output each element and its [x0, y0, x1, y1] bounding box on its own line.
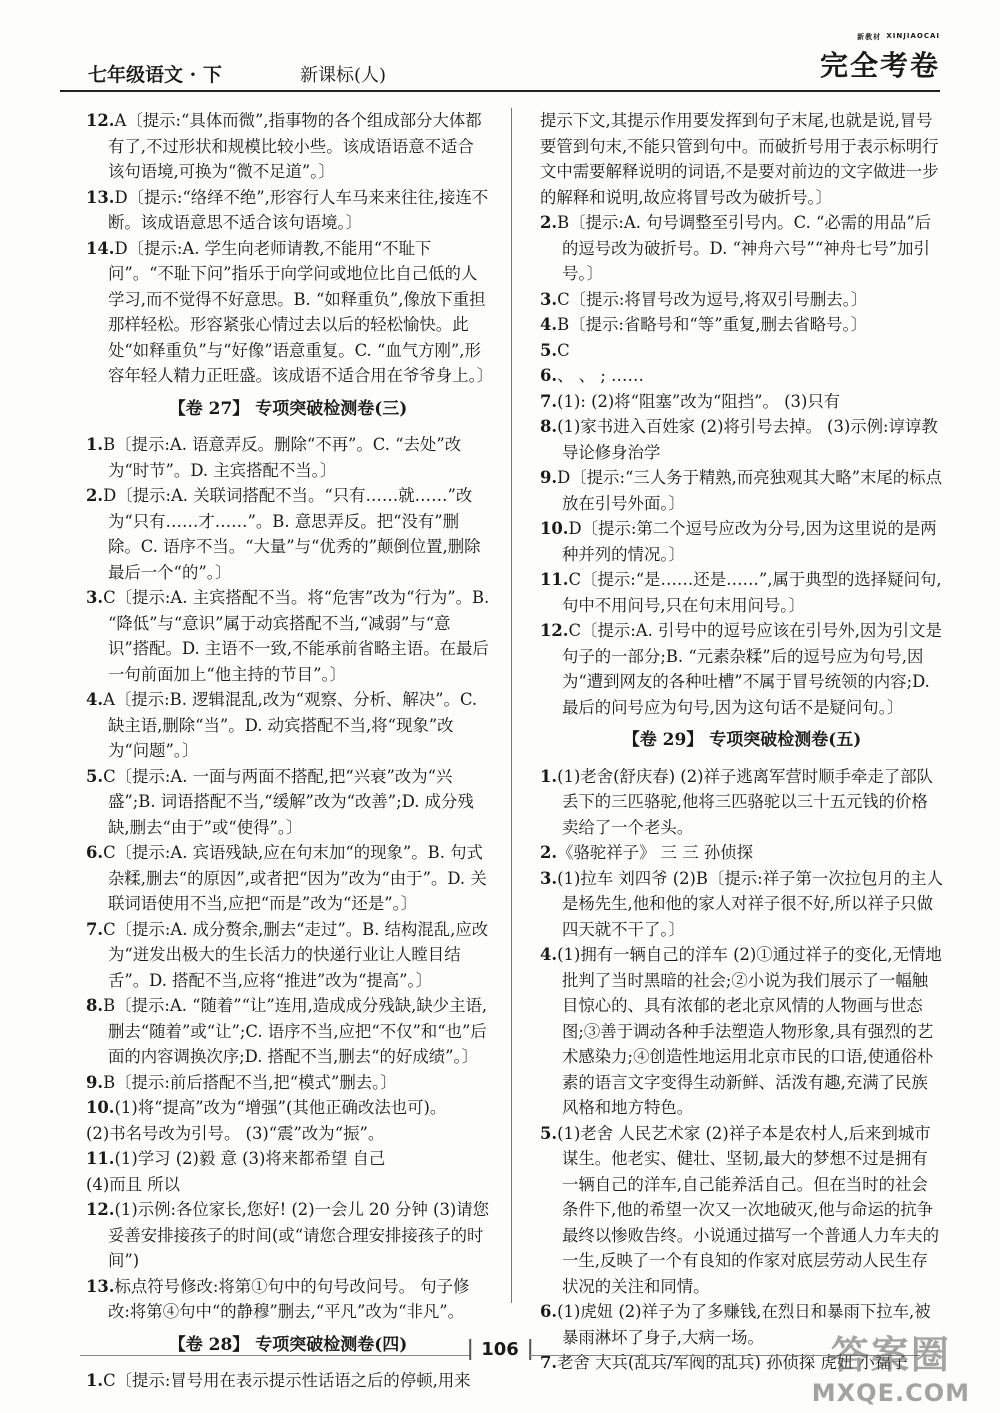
answer-item [540, 764, 944, 841]
answer-item [540, 866, 944, 943]
answer-text: (4)而且 所以 [86, 1174, 180, 1194]
answer-item [540, 312, 944, 338]
answer-number: 14. [86, 238, 115, 258]
answer-number: 5. [540, 340, 558, 360]
answer-text: D〔提示:“络绎不绝”,形容行人车马来来往往,接连不断。该成语意思不适合该句语境。〕 [108, 187, 489, 232]
answer-item [86, 687, 490, 764]
answer-text: C〔提示:A. 一面与两面不搭配,把“兴衰”改为“兴盛”;B. 词语搭配不当,“缓解”改为“改善”;D. 成分残缺,删去“由于”或“使得”。〕 [103, 766, 474, 837]
answer-item [86, 1274, 490, 1325]
brand-main: 完全考卷 [819, 49, 940, 82]
answer-text: C〔提示:冒号用在表示提示性话语之后的停顿,用来 [103, 1371, 471, 1390]
answer-item [540, 414, 944, 465]
page-number: 106 [469, 1339, 531, 1360]
answer-text: D〔提示:A. 关联词搭配不当。“只有……就……”改为“只有……才……”。B. 意思弄反。把“没有”删除。C. 语序不当。“大量”与“优秀的”颠倒位置,删除最后一个“的”。〕 [103, 486, 481, 582]
answer-text: (1)拥有一辆自己的洋车 (2)①通过祥子的变化,无情地批判了当时黑暗的社会;②小说为我们展示了一幅触目惊心的、具有浓郁的老北京风情的人物画与世态图;③善于调动各种手法塑造人物形象,具有强烈的艺术感染力;④创造性地运用北京市民的口语,使通俗朴素的语言文字变得生动新鲜、活泼有趣,充满了民族风格和地方特色。 [557, 945, 942, 1117]
answer-text: C〔提示:A. 成分赘余,删去“走过”。B. 结构混乱,应改为“迸发出极大的生长活力的快递行业让人瞠目结舌”。D. 搭配不当,应将“推进”改为“提高”。〕 [103, 919, 489, 990]
answer-item [540, 942, 944, 1121]
answer-item [540, 338, 944, 364]
answer-text: (2)书名号改为引号。 (3)“震”改为“振”。 [86, 1123, 385, 1143]
answer-text: (1)将“提高”改为“增强”(其他正确改法也可)。 [114, 1098, 447, 1117]
section-heading: 【卷 27】 专项突破检测卷(三) [168, 398, 408, 419]
answer-number: 7. [540, 391, 558, 411]
answer-item [540, 516, 944, 567]
answer-item [86, 108, 490, 185]
answer-number: 11. [86, 1149, 115, 1168]
answer-number: 6. [540, 1302, 558, 1321]
answer-text: C [557, 340, 570, 360]
brand-top: $^{新教材}$ $^{XINJIAOCAI}$ [857, 32, 940, 41]
answer-item [86, 1070, 490, 1096]
answer-text: A〔提示:B. 逻辑混乱,改为“观察、分析、解决”。C. 缺主语,删除“当”。D. 动宾搭配不当,将“现象”改为“问题”。〕 [103, 690, 478, 760]
answer-item [540, 567, 944, 618]
answer-item [86, 185, 490, 236]
answer-text: D〔提示:第二个逗号应改为分号,因为这里说的是两种并列的情况。〕 [562, 519, 937, 564]
answer-item [86, 993, 490, 1070]
answer-text: D〔提示:A. 学生向老师请教,不能用“不耻下问”。“不耻下问”指乐于向学问或地位比自己低的人学习,而不觉得不好意思。B. “如释重负”,像放下重担那样轻松。形容紧张心情过去以后的轻松愉快。此处“如释重负”与“好像”语意重复。C. “血气方刚”,形容年轻人精力正旺盛。该成语不适合用在爷爷身上。〕 [108, 238, 494, 385]
answer-number: 1. [86, 435, 104, 454]
watermark-url: MXQE.COM [811, 1379, 970, 1407]
watermark-title: 答案圈 [830, 1332, 951, 1377]
answer-item [540, 210, 944, 287]
answer-text: C〔提示:“是……还是……”,属于典型的选择疑问句,句中不用问号,只在句末用问号。〕 [562, 570, 942, 615]
answer-item [86, 764, 490, 841]
answer-text: (1)虎妞 (2)祥子为了多赚钱,在烈日和暴雨下拉车,被暴雨淋坏了身子,大病一场。 [557, 1302, 931, 1347]
answer-number: 2. [540, 213, 558, 232]
answer-number: 11. [540, 570, 569, 589]
answer-text: (1)拉车 刘四爷 (2)B〔提示:祥子第一次拉包月的主人是杨先生,他和他的家人对祥子很不好,所以祥子只做四天就不干了。〕 [557, 868, 943, 939]
answer-text: (1)老舍(舒庆春) (2)祥子逃离军营时顺手牵走了部队丢下的三匹骆驼,他将三匹骆驼以三十五元钱的价格卖给了一个老头。 [557, 766, 933, 837]
answer-number: 5. [86, 766, 104, 786]
answer-item [86, 840, 490, 917]
section-heading: 【卷 28】 专项突破检测卷(四) [168, 1334, 408, 1355]
left-column [86, 108, 494, 1394]
answer-number: 3. [86, 588, 104, 607]
answer-item [86, 585, 490, 687]
column-divider [511, 108, 512, 1303]
answer-text: C〔提示:A. 宾语残缺,应在句末加“的现象”。B. 句式杂糅,删去“的原因”,或者把“因为”改为“由于”。D. 关联词语使用不当,应把“而是”改为“还是”。〕 [103, 843, 487, 913]
answer-number: 1. [540, 766, 558, 786]
answer-item [86, 1197, 490, 1274]
answer-text: C〔提示:A. 引号中的逗号应该在引号外,因为引文是句子的一部分;B. “元素杂糅”后的逗号应为句号,因为“遭到网友的各种吐槽”不属于冒号统领的内容;D. 最后的问号应为句号,因为这句话不是疑问句。〕 [562, 621, 942, 717]
answer-item [540, 840, 944, 866]
answer-number: 2. [540, 843, 558, 862]
answer-number: 4. [540, 945, 558, 964]
answer-item [540, 618, 944, 720]
answer-number: 7. [540, 1353, 558, 1372]
answer-continuation [86, 1121, 490, 1147]
answer-number: 2. [86, 486, 104, 505]
answer-text: (1): (2)将“阻塞”改为“阻挡”。 (3)只有 [557, 391, 841, 411]
answer-text: 《骆驼祥子》 三 三 孙侦探 [557, 843, 754, 862]
answer-item [86, 236, 494, 389]
answer-item [86, 917, 490, 994]
answer-text: C〔提示:A. 主宾搭配不当。将“危害”改为“行为”。B. “降低”与“意识”属于动宾搭配不当,“减弱”与“意识”搭配。D. 主语不一致,不能承前省略主语。在最后一句前面加上“他主持的节目”。〕 [103, 588, 490, 684]
answer-number: 10. [540, 519, 569, 538]
answer-item [540, 465, 944, 516]
answer-continuation [86, 1172, 490, 1198]
answer-text: (1)学习 (2)毅 意 (3)将来都希望 自己 [114, 1149, 386, 1168]
answer-item [86, 483, 490, 585]
page-footer [80, 1333, 920, 1363]
answer-number: 12. [86, 111, 115, 130]
footer-rule-left [80, 1355, 470, 1356]
answer-number: 4. [86, 690, 104, 709]
page-header [60, 30, 940, 92]
answer-text: D〔提示:“三人务于精熟,而亮独观其大略”末尾的标点放在引号外面。〕 [557, 468, 942, 513]
answer-text: B〔提示:前后搭配不当,把“模式”删去。〕 [103, 1072, 397, 1092]
answer-item [540, 1121, 944, 1300]
answer-number: 6. [86, 843, 104, 862]
answer-number: 10. [86, 1098, 115, 1117]
answer-text: B〔提示:A. “随着”“让”连用,造成成分残缺,缺少主语,删去“随着”或“让”;C. 语序不当,应把“不仅”和“也”后面的内容调换次序;D. 搭配不当,删去“的好成绩”。〕 [103, 996, 488, 1066]
answer-item [86, 1146, 490, 1172]
watermark [812, 1324, 970, 1407]
book-subtitle: 新课标(人) [300, 65, 387, 86]
answer-number: 9. [86, 1072, 104, 1092]
answer-text: (1)老舍 人民艺术家 (2)祥子本是农村人,后来到城市谋生。他老实、健壮、坚韧,最大的梦想不过是拥有一辆自己的洋车,自己能养活自己。但在当时的社会条件下,他的希望一次又一次地破灭,他与命运的抗争最终以惨败告终。小说通过描写一个普通人力车夫的一生,反映了一个有良知的作家对底层劳动人民生存状况的关注和同情。 [557, 1123, 939, 1296]
answer-number: 13. [86, 1276, 115, 1296]
right-column [540, 108, 944, 1376]
answer-item [86, 1095, 490, 1121]
section-heading: 【卷 29】 专项突破检测卷(五) [622, 730, 862, 750]
answer-number: 3. [540, 868, 558, 888]
answer-continuation [540, 108, 944, 210]
answer-text: 老舍 大兵(乱兵/军阀的乱兵) 孙侦探 虎妞 小福子 [557, 1353, 908, 1372]
answer-number: 6. [540, 366, 558, 385]
answer-number: 8. [86, 996, 104, 1015]
answer-number: 4. [540, 315, 558, 334]
answer-text: B〔提示:省略号和“等”重复,删去省略号。〕 [557, 315, 868, 334]
answer-text: (1)示例:各位家长,您好! (2)一会儿 20 分钟 (3)请您妥善安排接孩子的时间(或“请您合理安排接孩子的时间”) [108, 1200, 490, 1270]
answer-text: B〔提示:A. 句号调整至引号内。C. “必需的用品”后的逗号改为破折号。D. “神舟六号”“神舟七号”加引号。〕 [557, 213, 932, 283]
answer-number: 12. [86, 1200, 115, 1219]
answer-text: 标点符号修改:将第①句中的句号改问号。 句子修改:将第④句中“的静穆”删去,“平凡”改为“非凡”。 [108, 1276, 470, 1321]
book-title: 七年级语文 · 下 [88, 64, 222, 86]
brand-logo [820, 32, 940, 82]
answer-text: A〔提示:“具体而微”,指事物的各个组成部分大体都有了,不过形状和规模比较小些。该成语语意不适合该句语境,可换为“微不足道”。〕 [108, 111, 482, 181]
answer-number: 7. [86, 919, 104, 939]
answer-number: 9. [540, 468, 558, 487]
answer-number: 8. [540, 417, 558, 436]
answer-number: 3. [540, 289, 558, 309]
answer-item [540, 389, 944, 415]
answer-item [86, 1368, 490, 1394]
answer-text: B〔提示:A. 语意弄反。删除“不再”。C. “去处”改为“时节”。D. 主宾搭配不当。〕 [103, 435, 462, 480]
answer-number: 12. [540, 621, 569, 640]
answer-item [540, 287, 944, 313]
answer-number: 1. [86, 1371, 104, 1390]
answer-item [86, 432, 490, 483]
answer-number: 13. [86, 187, 115, 207]
answer-text: 、 、 ; …… [557, 366, 644, 385]
answer-number: 5. [540, 1123, 558, 1143]
answer-item [540, 363, 944, 389]
answer-text: (1)家书进入百姓家 (2)将引号去掉。 (3)示例:谆谆教导论修身治学 [557, 417, 938, 462]
answer-text: 提示下文,其提示作用要发挥到句子末尾,也就是说,冒号要管到句末,不能只管到句中。而破折号用于表示标明行文中需要解释说明的词语,不是要对前边的文字做进一步的解释和说明,故应将冒号改为破折号。〕 [540, 111, 939, 207]
answer-text: C〔提示:将冒号改为逗号,将双引号删去。〕 [557, 289, 868, 309]
